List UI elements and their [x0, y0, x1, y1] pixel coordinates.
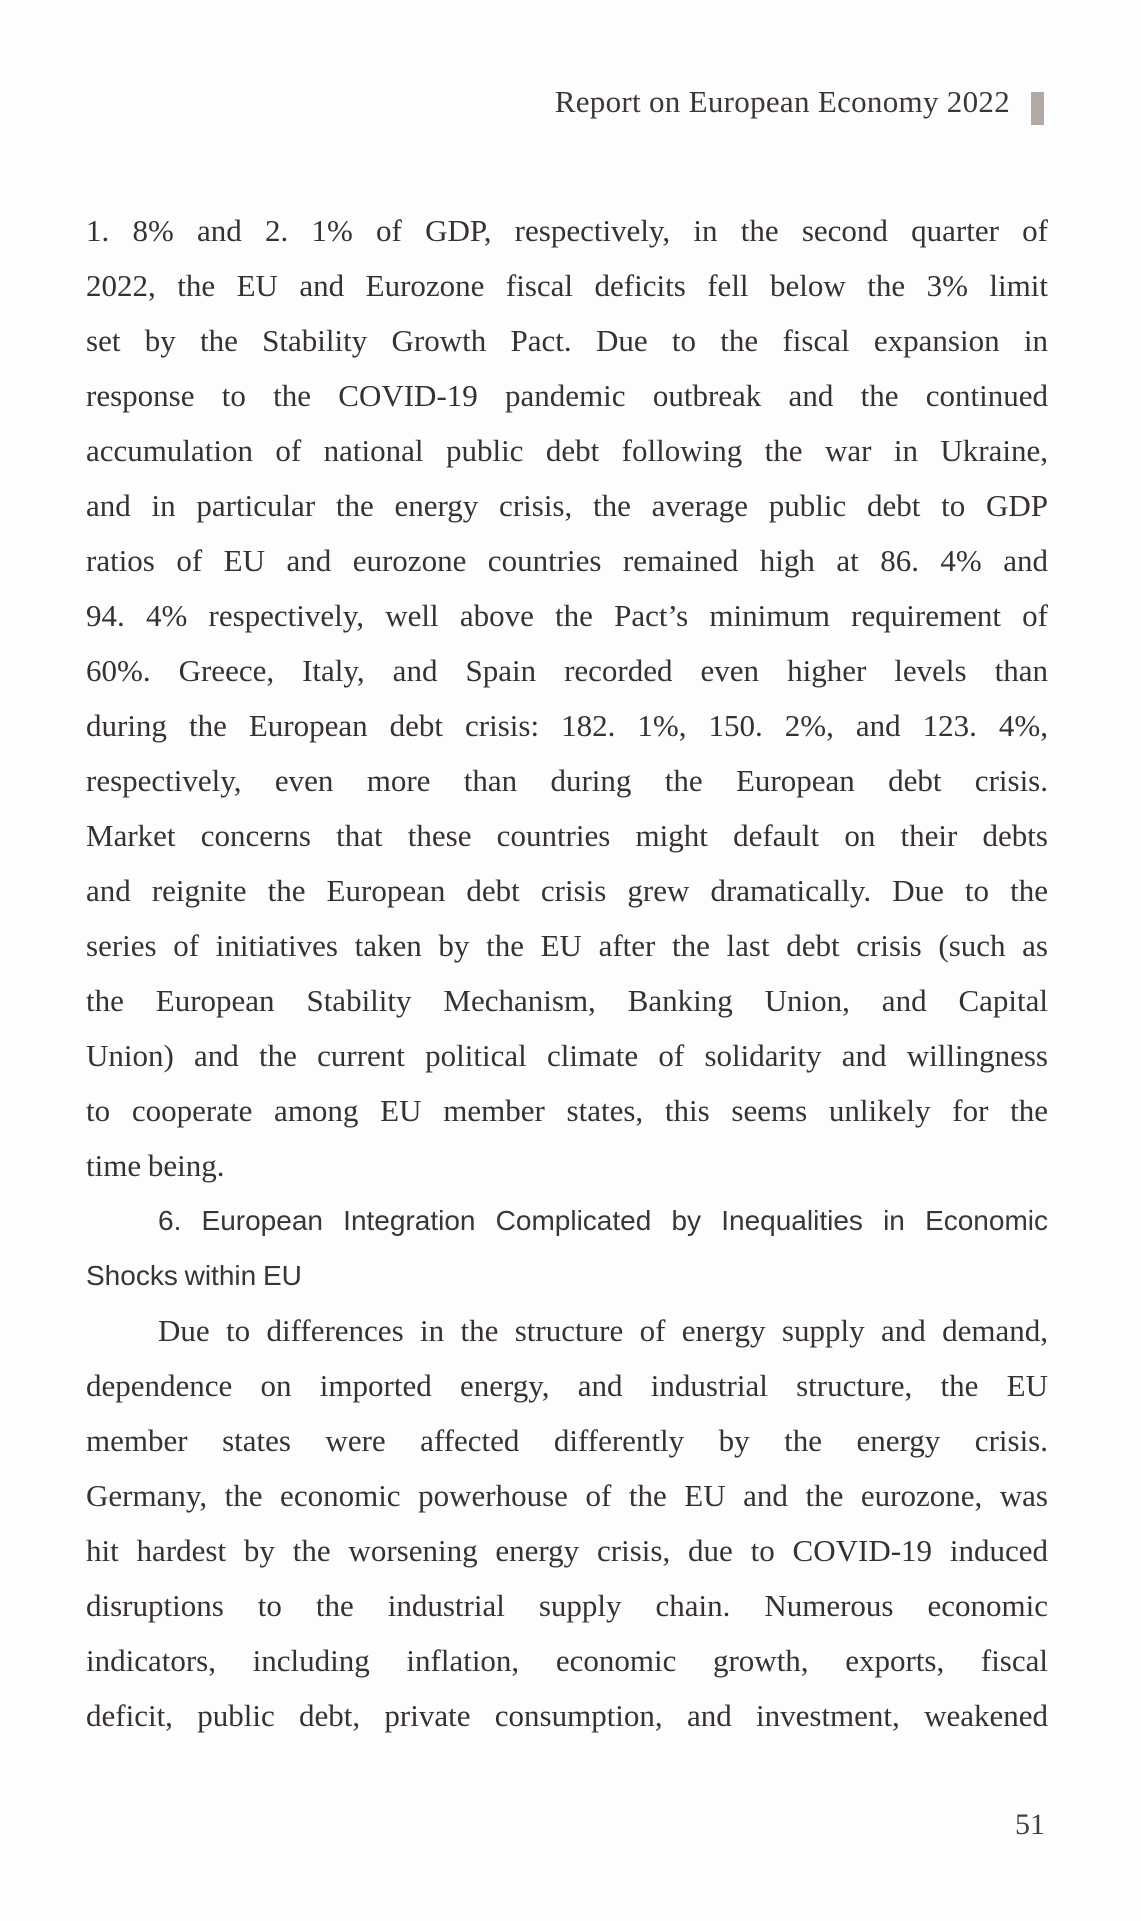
paragraph-line: accumulation of national public debt following the war in Ukraine,	[86, 433, 1048, 468]
paragraph-line: response to the COVID-19 pandemic outbreak and the continued	[86, 378, 1048, 413]
paragraph-line: and in particular the energy crisis, the average public debt to GDP	[86, 488, 1048, 523]
paragraph-continued	[86, 203, 1048, 1193]
paragraph-line: hit hardest by the worsening energy crisis, due to COVID-19 induced	[86, 1533, 1048, 1568]
header-accent-bar	[1031, 92, 1044, 125]
page-number: 51	[1015, 1808, 1045, 1841]
paragraph-line: Union) and the current political climate of solidarity and willingness	[86, 1038, 1048, 1073]
paragraph-line: 2022, the EU and Eurozone fiscal deficits fell below the 3% limit	[86, 268, 1048, 303]
heading-line: Shocks within EU	[86, 1260, 302, 1291]
heading-line: 6. European Integration Complicated by Inequalities in Economic	[158, 1205, 1048, 1236]
paragraph-line: Due to differences in the structure of energy supply and demand,	[158, 1313, 1048, 1348]
paragraph-line: indicators, including inflation, economic growth, exports, fiscal	[86, 1643, 1048, 1678]
paragraph-line: to cooperate among EU member states, this seems unlikely for the	[86, 1093, 1048, 1128]
running-header-title: Report on European Economy 2022	[554, 84, 1010, 119]
paragraph-line: time being.	[86, 1148, 225, 1183]
paragraph-line: 60%. Greece, Italy, and Spain recorded even higher levels than	[86, 653, 1048, 688]
paragraph-line: Market concerns that these countries might default on their debts	[86, 818, 1048, 853]
paragraph-line: member states were affected differently by the energy crisis.	[86, 1423, 1048, 1458]
paragraph-line: Germany, the economic powerhouse of the EU and the eurozone, was	[86, 1478, 1048, 1513]
paragraph-line: ratios of EU and eurozone countries remained high at 86. 4% and	[86, 543, 1048, 578]
paragraph-line: dependence on imported energy, and industrial structure, the EU	[86, 1368, 1048, 1403]
paragraph-line: 94. 4% respectively, well above the Pact’s minimum requirement of	[86, 598, 1048, 633]
paragraph-line: during the European debt crisis: 182. 1%, 150. 2%, and 123. 4%,	[86, 708, 1048, 743]
paragraph-line: and reignite the European debt crisis grew dramatically. Due to the	[86, 873, 1048, 908]
paragraph-line: disruptions to the industrial supply chain. Numerous economic	[86, 1588, 1048, 1623]
paragraph-line: 1. 8% and 2. 1% of GDP, respectively, in the second quarter of	[86, 213, 1048, 248]
body-text	[86, 203, 1048, 1743]
paragraph-line: the European Stability Mechanism, Banking Union, and Capital	[86, 983, 1048, 1018]
paragraph-line: respectively, even more than during the European debt crisis.	[86, 763, 1048, 798]
section-heading	[86, 1193, 1048, 1303]
paragraph-new	[86, 1303, 1048, 1743]
paragraph-line: series of initiatives taken by the EU after the last debt crisis (such as	[86, 928, 1048, 963]
paragraph-line: deficit, public debt, private consumption, and investment, weakened	[86, 1698, 1048, 1733]
paragraph-line: set by the Stability Growth Pact. Due to the fiscal expansion in	[86, 323, 1048, 358]
